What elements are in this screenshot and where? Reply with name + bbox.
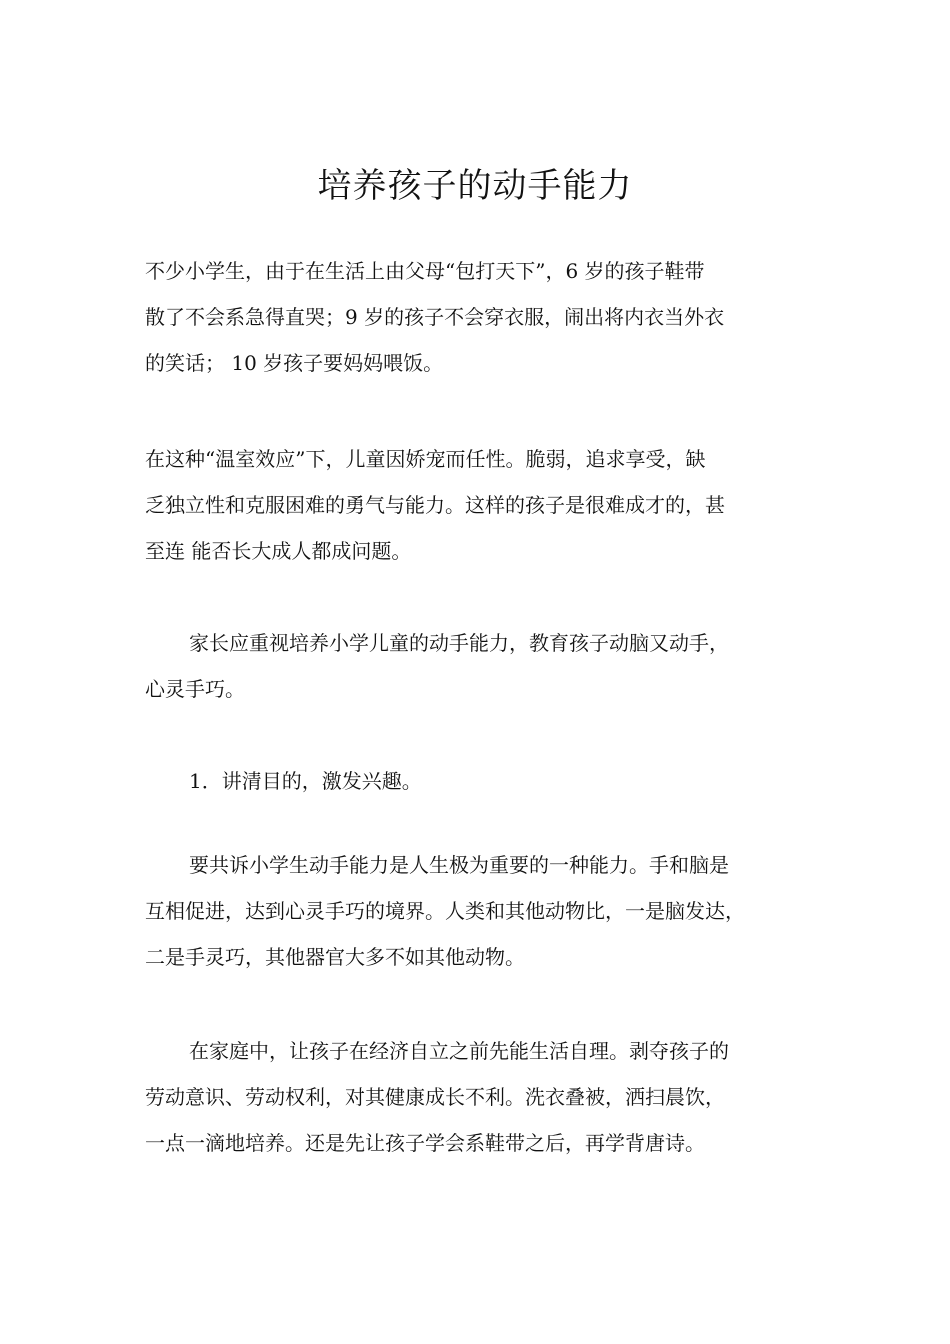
paragraph-6 bbox=[145, 1028, 815, 1166]
paragraph-line: 1．讲清目的，激发兴趣。 bbox=[189, 769, 422, 793]
paragraph-line: 至连 能否长大成人都成问题。 bbox=[145, 539, 412, 563]
paragraph-line: 家长应重视培养小学儿童的动手能力，教育孩子动脑又动手， bbox=[189, 631, 729, 655]
document-title: 培养孩子的动手能力 bbox=[317, 166, 633, 206]
paragraph-line: 要共诉小学生动手能力是人生极为重要的一种能力。手和脑是 bbox=[189, 853, 729, 877]
paragraph-line: 散了不会系急得直哭；9 岁的孩子不会穿衣服，闹出将内衣当外衣 bbox=[145, 305, 725, 329]
paragraph-2 bbox=[145, 436, 815, 574]
paragraph-line: 心灵手巧。 bbox=[145, 677, 245, 701]
paragraph-line: 在家庭中，让孩子在经济自立之前先能生活自理。剥夺孩子的 bbox=[189, 1039, 729, 1063]
numbered-heading-1 bbox=[145, 758, 815, 804]
paragraph-line: 不少小学生，由于在生活上由父母“包打天下”，6 岁的孩子鞋带 bbox=[145, 259, 705, 283]
paragraph-line: 二是手灵巧，其他器官大多不如其他动物。 bbox=[145, 945, 525, 969]
paragraph-line: 在这种“温室效应”下，儿童因娇宠而任性。脆弱，追求享受，缺 bbox=[145, 447, 706, 471]
paragraph-line: 互相促进，达到心灵手巧的境界。人类和其他动物比，一是脑发达， bbox=[145, 899, 745, 923]
paragraph-line: 一点一滴地培养。还是先让孩子学会系鞋带之后，再学背唐诗。 bbox=[145, 1131, 705, 1155]
paragraph-1 bbox=[145, 248, 815, 386]
paragraph-line: 劳动意识、劳动权利，对其健康成长不利。洗衣叠被，洒扫晨饮， bbox=[145, 1085, 725, 1109]
paragraph-3 bbox=[145, 620, 815, 712]
paragraph-line: 的笑话； 10 岁孩子要妈妈喂饭。 bbox=[145, 351, 444, 375]
paragraph-line: 乏独立性和克服困难的勇气与能力。这样的孩子是很难成才的，甚 bbox=[145, 493, 725, 517]
paragraph-5 bbox=[145, 842, 815, 980]
